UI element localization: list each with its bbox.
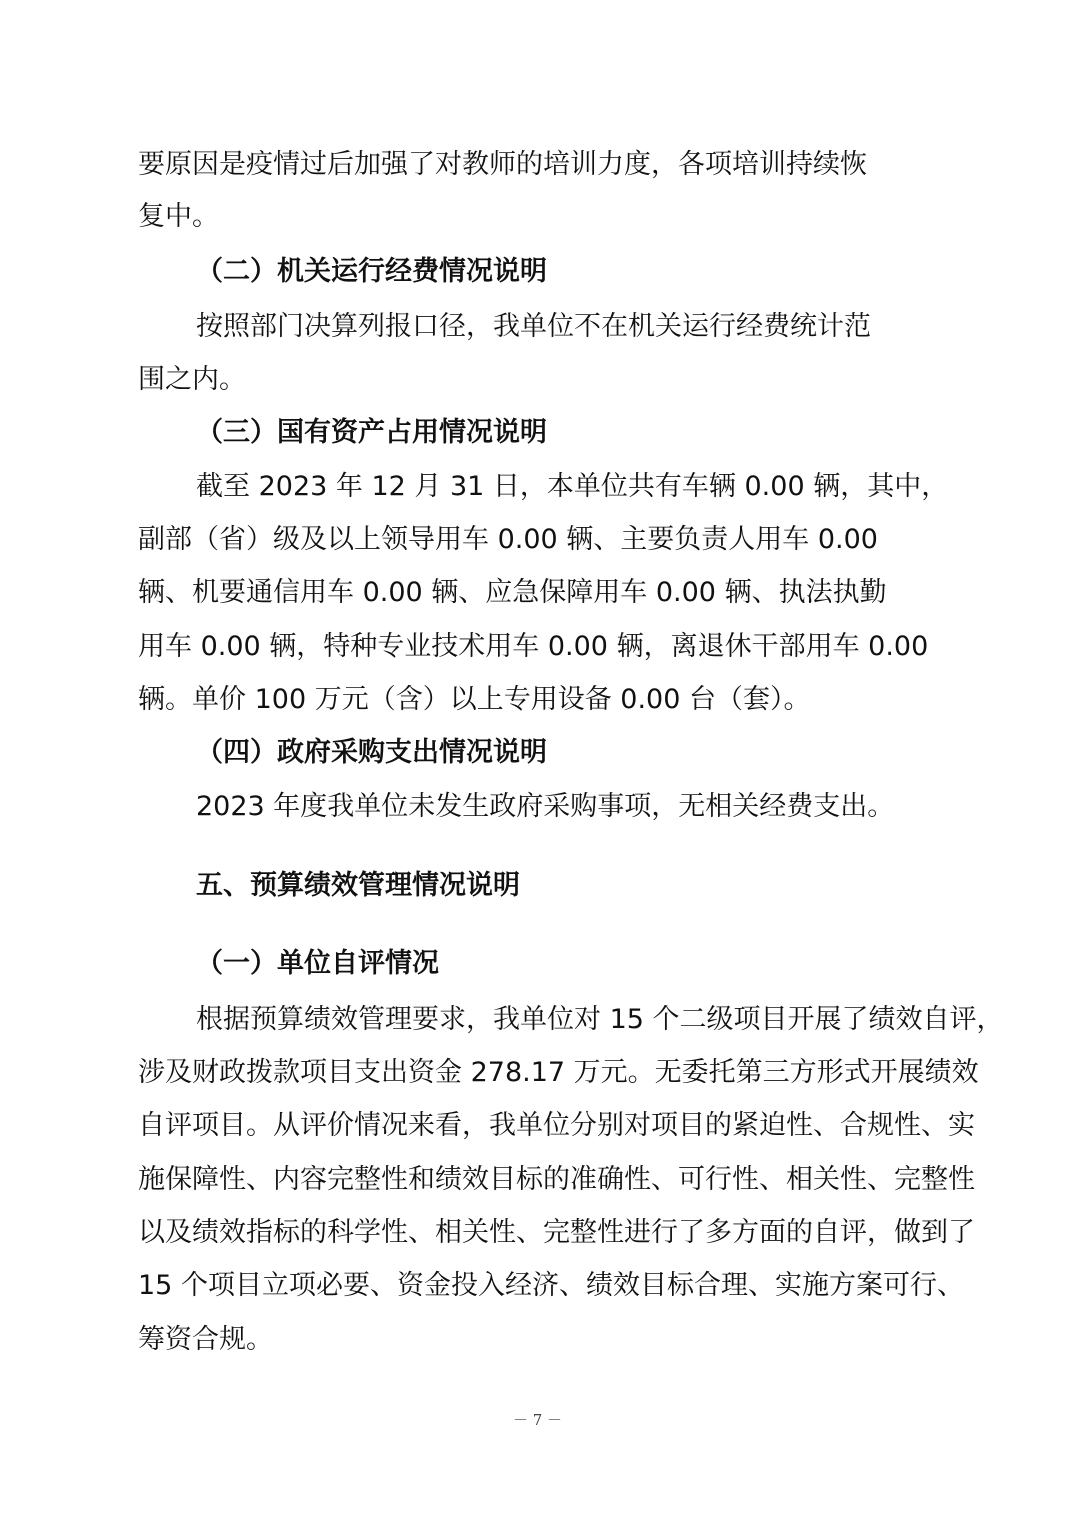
paragraph-line: 施保障性、内容完整性和绩效目标的准确性、可行性、相关性、完整性 — [138, 1164, 975, 1195]
paragraph-line: 副部（省）级及以上领导用车 0.00 辆、主要负责人用车 0.00 — [138, 524, 878, 555]
paragraph-line: 以及绩效指标的科学性、相关性、完整性进行了多方面的自评，做到了 — [138, 1217, 975, 1248]
paragraph-line: 根据预算绩效管理要求，我单位对 15 个二级项目开展了绩效自评， — [196, 1004, 1004, 1035]
section-heading-five: 五、预算绩效管理情况说明 — [196, 870, 520, 901]
subheading-three: （三）国有资产占用情况说明 — [196, 417, 547, 448]
paragraph-line: 围之内。 — [138, 364, 246, 395]
paragraph-line: 截至 2023 年 12 月 31 日，本单位共有车辆 0.00 辆，其中， — [196, 471, 949, 502]
paragraph-line: 涉及财政拨款项目支出资金 278.17 万元。无委托第三方形式开展绩效 — [138, 1057, 979, 1088]
paragraph-line: 要原因是疫情过后加强了对教师的培训力度，各项培训持续恢 — [138, 149, 867, 180]
subheading-four: （四）政府采购支出情况说明 — [196, 737, 547, 768]
paragraph-line: 按照部门决算列报口径，我单位不在机关运行经费统计范 — [196, 311, 871, 342]
paragraph-line: 自评项目。从评价情况来看，我单位分别对项目的紧迫性、合规性、实 — [138, 1110, 975, 1141]
paragraph-line: 复中。 — [138, 201, 219, 232]
subheading-two: （二）机关运行经费情况说明 — [196, 256, 547, 287]
paragraph-line: 用车 0.00 辆，特种专业技术用车 0.00 辆，离退休干部用车 0.00 — [138, 631, 929, 662]
paragraph-line: 筹资合规。 — [138, 1324, 273, 1355]
paragraph-line: 辆。单价 100 万元（含）以上专用设备 0.00 台（套）。 — [138, 684, 811, 715]
paragraph-line: 2023 年度我单位未发生政府采购事项，无相关经费支出。 — [196, 791, 895, 822]
paragraph-line: 15 个项目立项必要、资金投入经济、绩效目标合理、实施方案可行、 — [138, 1270, 964, 1301]
paragraph-line: 辆、机要通信用车 0.00 辆、应急保障用车 0.00 辆、执法执勤 — [138, 577, 887, 608]
subheading-five-one: （一）单位自评情况 — [196, 948, 439, 979]
page-number: － 7 － — [512, 1411, 563, 1429]
